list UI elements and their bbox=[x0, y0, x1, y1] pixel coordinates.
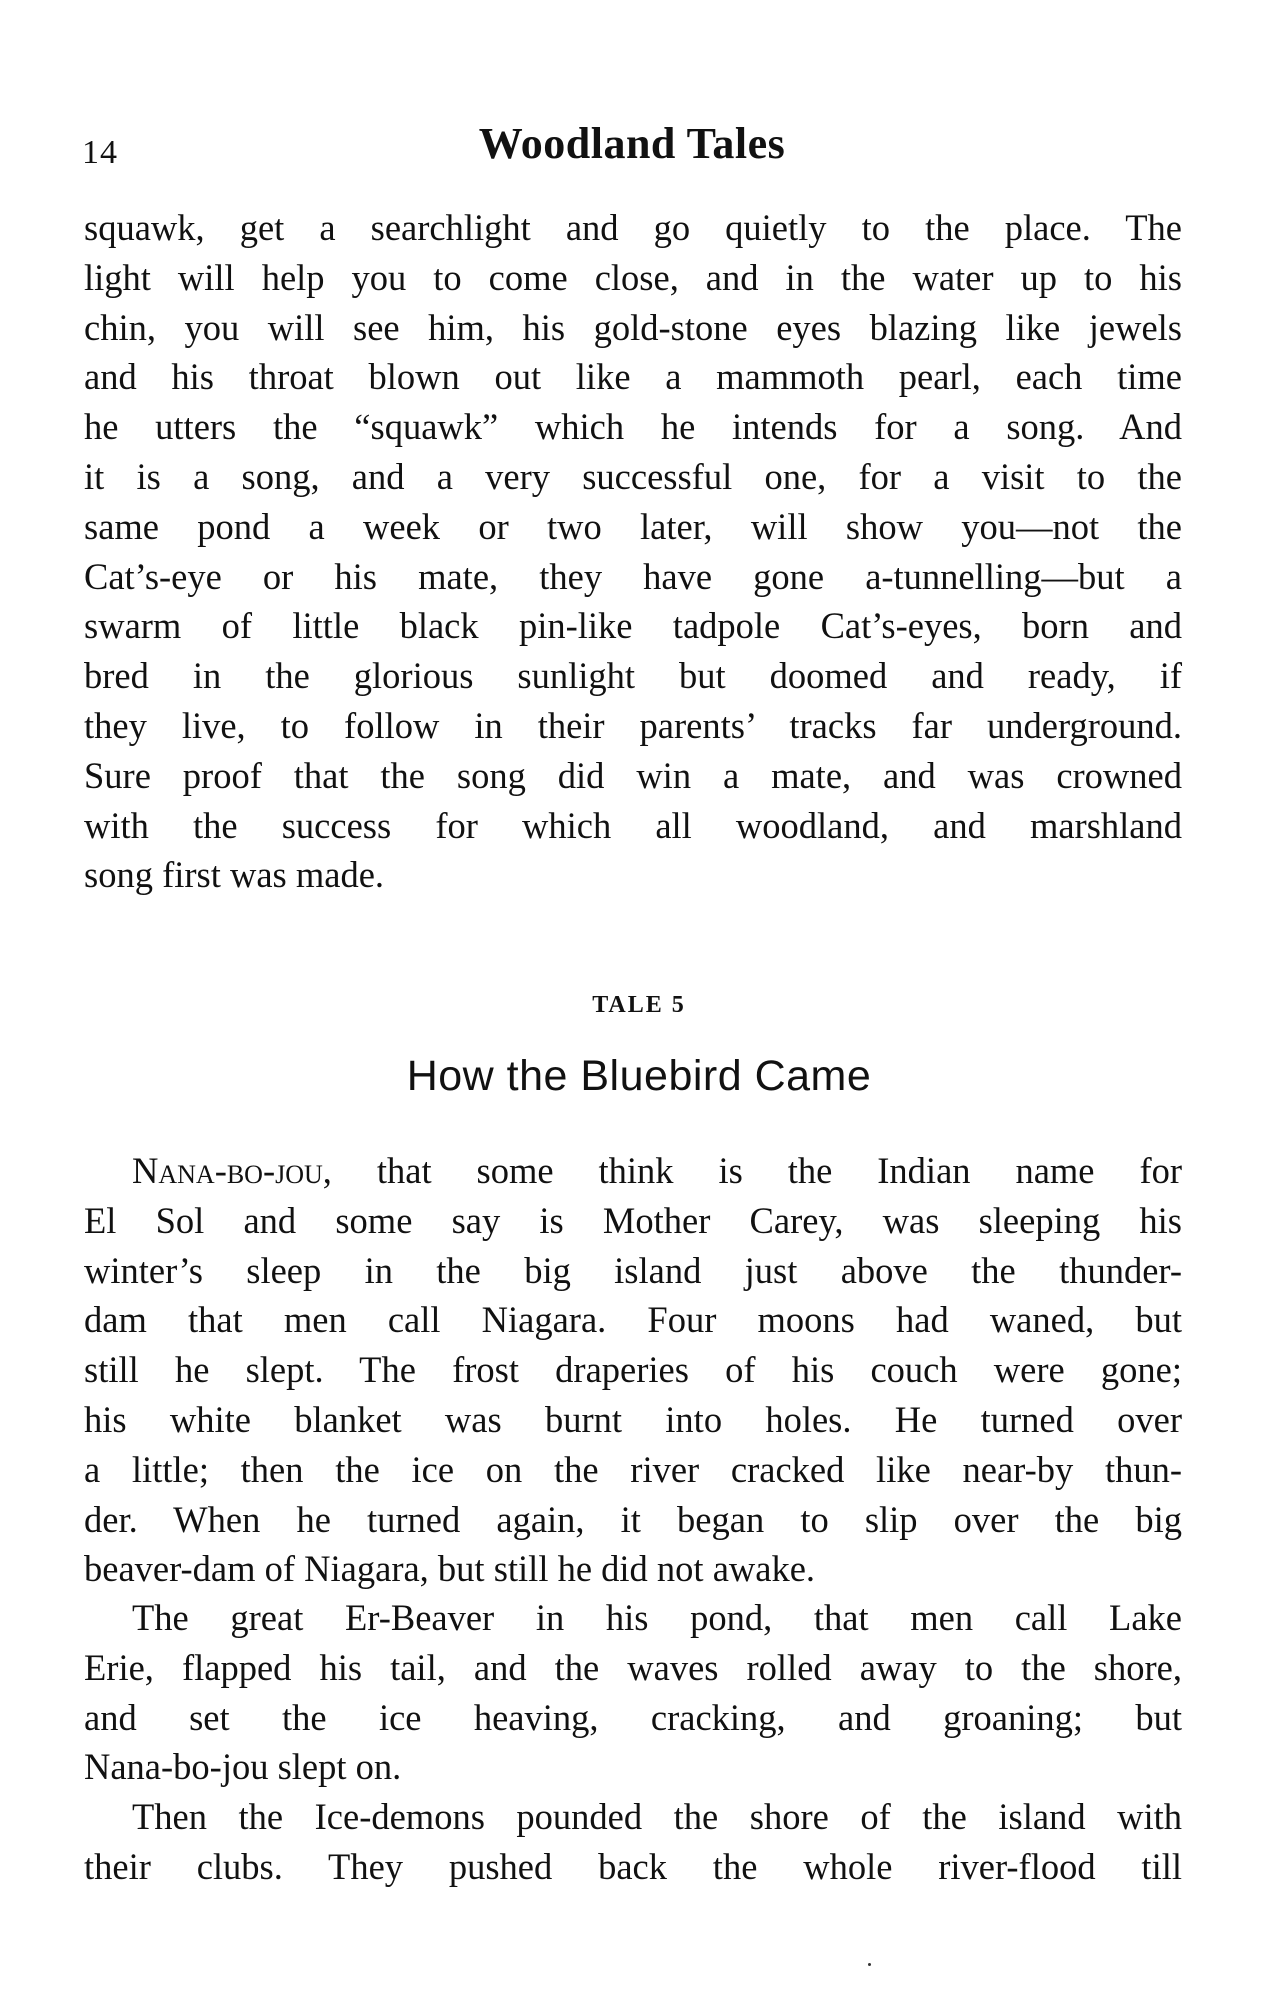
text-line: swarm of little black pin-like tadpole Cat’s-eyes, born and bbox=[84, 605, 1182, 647]
paragraph bbox=[84, 1792, 1182, 1892]
text-line: El Sol and some say is Mother Carey, was sleeping his bbox=[84, 1199, 1182, 1241]
text-line bbox=[84, 1146, 1182, 1196]
text-line: light will help you to come close, and in the water up to his bbox=[84, 256, 1182, 298]
text-line: The great Er-Beaver in his pond, that men call Lake bbox=[132, 1597, 1182, 1638]
running-title: Woodland Tales bbox=[478, 119, 786, 168]
text-line: with the success for which all woodland, and marshland bbox=[84, 804, 1182, 846]
text-line: and set the ice heaving, cracking, and groaning; but bbox=[84, 1696, 1182, 1738]
text-line: it is a song, and a very successful one, for a visit to the bbox=[84, 455, 1182, 497]
text-line: Then the Ice-demons pounded the shore of the island with bbox=[132, 1796, 1182, 1837]
text-line: winter’s sleep in the big island just above the thunder- bbox=[84, 1249, 1182, 1291]
text-line: Sure proof that the song did win a mate, and was crowned bbox=[84, 754, 1182, 796]
text-line: der. When he turned again, it began to slip over the big bbox=[84, 1498, 1182, 1540]
running-head bbox=[82, 118, 1182, 178]
text-line: still he slept. The frost draperies of his couch were gone; bbox=[84, 1349, 1182, 1391]
text-line: he utters the “squawk” which he intends for a song. And bbox=[84, 406, 1182, 448]
text-line: they live, to follow in their parents’ tracks far underground. bbox=[84, 704, 1182, 746]
paragraph bbox=[84, 1146, 1182, 1594]
text-line-rest: , that some think is the Indian name for bbox=[322, 1150, 1182, 1191]
text-line: same pond a week or two later, will show you—not the bbox=[84, 505, 1182, 547]
drop-lead-word: Nana-bo-jou bbox=[132, 1150, 323, 1191]
text-line: Erie, flapped his tail, and the waves rolled away to the shore, bbox=[84, 1646, 1182, 1688]
text-line: song first was made. bbox=[84, 854, 385, 896]
text-line: their clubs. They pushed back the whole river-flood till bbox=[84, 1845, 1182, 1887]
text-line: and his throat blown out like a mammoth pearl, each time bbox=[84, 356, 1182, 398]
text-line: beaver-dam of Niagara, but still he did not awake. bbox=[84, 1548, 816, 1590]
page-number: 14 bbox=[82, 134, 118, 171]
tale-title: How the Bluebird Came bbox=[406, 1052, 872, 1100]
print-speck bbox=[868, 1963, 871, 1966]
continued-paragraph bbox=[84, 203, 1182, 900]
text-line: dam that men call Niagara. Four moons had waned, but bbox=[84, 1299, 1182, 1341]
text-line: bred in the glorious sunlight but doomed and ready, if bbox=[84, 655, 1182, 697]
text-line: Nana-bo-jou slept on. bbox=[84, 1746, 402, 1788]
text-line: chin, you will see him, his gold-stone eyes blazing like jewels bbox=[84, 306, 1182, 348]
text-line: squawk, get a searchlight and go quietly to the place. The bbox=[84, 207, 1182, 248]
text-line: a little; then the ice on the river cracked like near-by thun- bbox=[84, 1448, 1182, 1490]
paragraph bbox=[84, 1593, 1182, 1792]
text-line: his white blanket was burnt into holes. He turned over bbox=[84, 1398, 1182, 1440]
tale-number-label: TALE 5 bbox=[592, 992, 686, 1018]
text-line: Cat’s-eye or his mate, they have gone a-tunnelling—but a bbox=[84, 555, 1182, 597]
